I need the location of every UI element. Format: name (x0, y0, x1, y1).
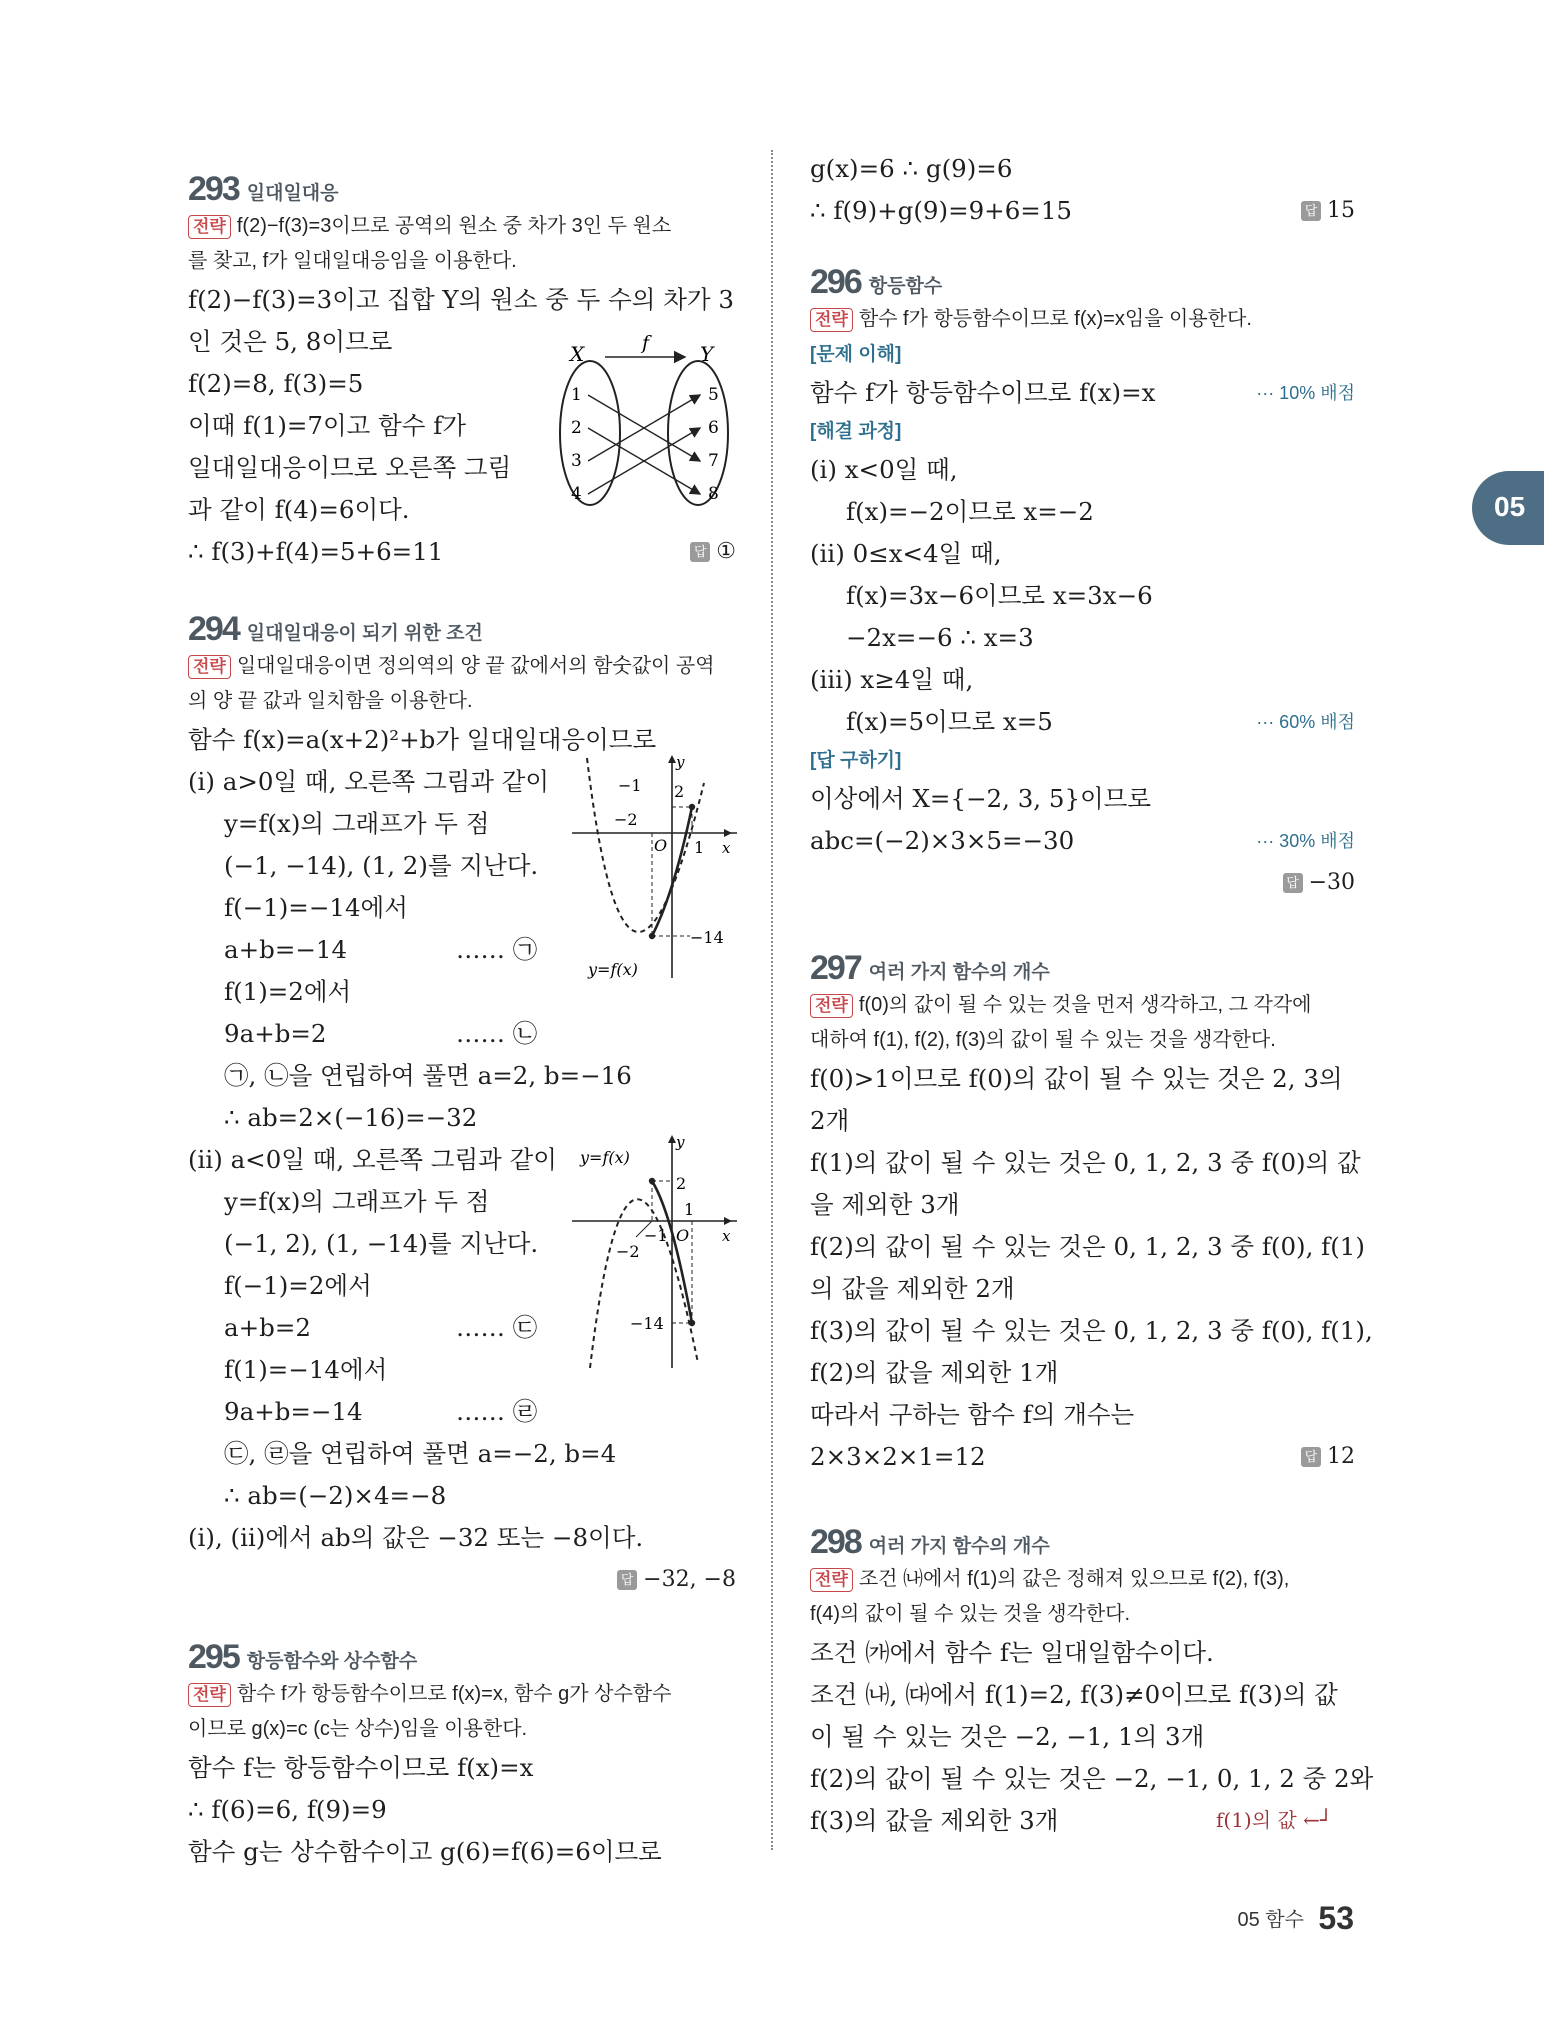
problem-title: 항등함수와 상수함수 (246, 1651, 418, 1672)
point (689, 804, 695, 810)
solution-line: 과 같이 f(4)=6이다. (188, 495, 410, 524)
answer: 답 ① (690, 531, 736, 573)
strategy-line: 대하여 f(1), f(2), f(3)의 값이 될 수 있는 것을 생각한다. (810, 1029, 1276, 1051)
solution-line: 함수 f는 항등함수이므로 f(x)=x (188, 1753, 534, 1782)
left-column (188, 145, 736, 1873)
step-label: [해결 과정] (810, 421, 902, 442)
problem-title: 일대일대응 (246, 183, 339, 204)
solution-line: 조건 ㈏, ㈐에서 f(1)=2, f(3)≠0이므로 f(3)의 값 (810, 1680, 1338, 1709)
mapping-diagram-293 (550, 331, 740, 511)
solution-line: 따라서 구하는 함수 f의 개수는 (810, 1400, 1135, 1429)
answer-box-icon: 답 (690, 542, 710, 562)
tick-label: −2 (614, 810, 638, 829)
solution-line: 함수 f가 항등함수이므로 f(x)=x ··· 10% 배점 (810, 372, 1355, 414)
answer-box-icon: 답 (1301, 201, 1321, 221)
page-footer (1238, 1900, 1355, 1937)
solution-line: f(1)의 값이 될 수 있는 것은 0, 1, 2, 3 중 f(0)의 값 (810, 1148, 1361, 1177)
step-label: [문제 이해] (810, 344, 902, 365)
solution-line: (ⅰ) a>0일 때, 오른쪽 그림과 같이 (188, 767, 550, 796)
solution-line: f(2)−f(3)=3이고 집합 Y의 원소 중 두 수의 차가 3 (188, 285, 734, 314)
tick-label: −1 (644, 1226, 668, 1245)
y-element: 8 (708, 484, 719, 504)
column-divider (771, 150, 773, 1850)
solution-line: f(2)의 값을 제외한 1개 (810, 1358, 1059, 1387)
solution-line: 의 값을 제외한 2개 (810, 1274, 1015, 1303)
solution-line: 9a+b=2 …… ㉡ (188, 1013, 736, 1055)
strategy-tag: 전략 (188, 1683, 231, 1707)
solution-line: f(−1)=2에서 (224, 1271, 372, 1300)
problem-295-header (188, 1619, 736, 1677)
problem-294-header (188, 591, 736, 649)
equation-mark: …… ㉣ (456, 1397, 538, 1426)
parabola-dashed (590, 1199, 698, 1368)
solution-line: y=f(x)의 그래프가 두 점 (224, 1187, 490, 1216)
graph-294-case1 (572, 753, 742, 983)
solution-line: g(x)=6 ∴ g(9)=6 (810, 154, 1013, 183)
strategy-line: 전략 함수 f가 항등함수이므로 f(x)=x, 함수 g가 상수함수 (188, 1677, 736, 1712)
point (689, 1320, 695, 1326)
solution-line: f(x)=−2이므로 x=−2 (846, 497, 1094, 526)
solution-line: −2x=−6 ∴ x=3 (846, 623, 1034, 652)
solution-line: f(−1)=−14에서 (224, 893, 408, 922)
solution-line: a+b=−14 …… ㉠ (188, 929, 736, 971)
solution-line: 조건 ㈎에서 함수 f는 일대일함수이다. (810, 1638, 1214, 1667)
solution-line: 이 될 수 있는 것은 −2, −1, 1의 3개 (810, 1722, 1205, 1751)
y-axis-label: y (676, 753, 685, 771)
solution-line: (ⅲ) x≥4일 때, (810, 665, 974, 694)
y-element: 7 (708, 451, 719, 471)
y-axis-arrow-icon (668, 755, 676, 763)
solution-line: f(3)의 값이 될 수 있는 것은 0, 1, 2, 3 중 f(0), f(1), (810, 1316, 1373, 1345)
chapter-name: 05 함수 (1237, 1909, 1304, 1931)
curve-label: y=f(x) (588, 960, 638, 979)
x-axis-arrow-icon (724, 829, 732, 837)
solution-line: 함수 f(x)=a(x+2)²+b가 일대일대응이므로 (188, 725, 657, 754)
score-note: ··· 10% 배점 (1256, 383, 1355, 403)
tick-label: 1 (684, 1200, 695, 1219)
page-number: 53 (1318, 1900, 1354, 1936)
solution-line: a+b=2 …… ㉢ (188, 1307, 736, 1349)
solution-line: y=f(x)의 그래프가 두 점 (224, 809, 490, 838)
problem-title: 여러 가지 함수의 개수 (868, 962, 1050, 983)
problem-title: 여러 가지 함수의 개수 (868, 1536, 1050, 1557)
solution-line: (−1, −14), (1, 2)를 지난다. (224, 851, 539, 880)
point (649, 933, 655, 939)
solution-line: f(2)=8, f(3)=5 (188, 369, 364, 398)
solution-line: f(1)=−14에서 (224, 1355, 388, 1384)
x-element: 1 (571, 385, 582, 405)
strategy-line: 전략 조건 ㈏에서 f(1)의 값은 정해져 있으므로 f(2), f(3), (810, 1562, 1355, 1597)
solution-line: f(2)의 값이 될 수 있는 것은 −2, −1, 0, 1, 2 중 2와 (810, 1764, 1374, 1793)
solution-line: (ⅰ) x<0일 때, (810, 455, 958, 484)
solution-line: ㉢, ㉣을 연립하여 풀면 a=−2, b=4 (224, 1439, 617, 1468)
strategy-tag: 전략 (810, 1568, 853, 1592)
solution-line: (ⅱ) 0≤x<4일 때, (810, 539, 1002, 568)
answer: 답 −32, −8 (617, 1559, 736, 1601)
answer-line (188, 1559, 736, 1601)
strategy-line: 전략 일대일대응이면 정의역의 양 끝 값에서의 함숫값이 공역 (188, 649, 736, 684)
problem-298-header (810, 1504, 1355, 1562)
equation-mark: …… ㉢ (456, 1313, 538, 1342)
solution-line: (−1, 2), (1, −14)를 지난다. (224, 1229, 539, 1258)
answer-box-icon: 답 (617, 1570, 637, 1590)
strategy-line: 를 찾고, f가 일대일대응임을 이용한다. (188, 250, 517, 272)
solution-line: 함수 g는 상수함수이고 g(6)=f(6)=6이므로 (188, 1837, 662, 1866)
solution-line: 이때 f(1)=7이고 함수 f가 (188, 411, 466, 440)
y-element: 5 (708, 385, 719, 405)
curve-label: y=f(x) (580, 1148, 630, 1167)
x-element: 4 (571, 484, 582, 504)
solution-line: 일대일대응이므로 오른쪽 그림 (188, 453, 512, 482)
x-axis-label: x (722, 1227, 731, 1245)
solution-line: 2×3×2×1=12 답 12 (810, 1436, 1355, 1478)
origin-label: O (676, 1226, 690, 1245)
solution-line: 이상에서 X={−2, 3, 5}이므로 (810, 784, 1152, 813)
problem-title: 항등함수 (868, 276, 943, 297)
strategy-tag: 전략 (188, 215, 231, 239)
solution-line: (ⅰ), (ⅱ)에서 ab의 값은 −32 또는 −8이다. (188, 1523, 644, 1552)
problem-296-header (810, 244, 1355, 302)
answer: 답 15 (1301, 190, 1355, 232)
problem-number: 298 (810, 1523, 861, 1561)
solution-line: abc=(−2)×3×5=−30 ··· 30% 배점 (810, 820, 1355, 862)
chapter-tab[interactable]: 05 (1472, 471, 1544, 545)
answer: 답 12 (1301, 1436, 1355, 1478)
x-axis-label: x (722, 839, 731, 857)
tick-label: 1 (694, 838, 705, 857)
strategy-line: 전략 함수 f가 항등함수이므로 f(x)=x임을 이용한다. (810, 302, 1355, 337)
solution-line: f(3)의 값을 제외한 3개 (810, 1806, 1059, 1835)
x-element: 2 (571, 418, 582, 438)
origin-label: O (654, 836, 668, 855)
map-label: f (642, 332, 650, 354)
strategy-line: 전략 f(0)의 값이 될 수 있는 것을 먼저 생각하고, 그 각각에 (810, 988, 1355, 1023)
return-arrow-icon: ←┘ (1303, 1808, 1332, 1832)
set-x-oval (560, 361, 620, 505)
tick-label: 2 (676, 1174, 687, 1193)
x-axis-arrow-icon (724, 1217, 732, 1225)
answer-box-icon: 답 (1283, 873, 1303, 893)
equation-mark: …… ㉡ (456, 1019, 538, 1048)
set-x-label: X (570, 342, 585, 366)
x-element: 3 (571, 451, 582, 471)
solution-line: 9a+b=−14 …… ㉣ (188, 1391, 736, 1433)
answer: 답 −30 (1283, 862, 1355, 904)
problem-293-header (188, 151, 736, 209)
set-y-label: Y (700, 342, 714, 366)
solution-line: (ⅱ) a<0일 때, 오른쪽 그림과 같이 (188, 1145, 557, 1174)
parabola-dashed (587, 758, 704, 932)
solution-line: 2개 (810, 1106, 850, 1135)
tick-label: −2 (616, 1242, 640, 1261)
equation-mark: …… ㉠ (456, 935, 538, 964)
solution-line: f(0)>1이므로 f(0)의 값이 될 수 있는 것은 2, 3의 (810, 1064, 1343, 1093)
set-y-oval (668, 361, 728, 505)
score-note: ··· 30% 배점 (1256, 831, 1355, 851)
problem-number: 295 (188, 1638, 239, 1676)
annotation-note: f(1)의 값 ←┘ (1216, 1808, 1332, 1832)
solution-line: 을 제외한 3개 (810, 1190, 960, 1219)
right-column (810, 148, 1374, 1842)
y-axis-label: y (676, 1133, 685, 1151)
solution-line: ∴ f(3)+f(4)=5+6=11 답 ① (188, 531, 736, 573)
problem-number: 293 (188, 170, 239, 208)
solution-line: ∴ f(9)+g(9)=9+6=15 답 15 (810, 190, 1355, 232)
solution-line: f(x)=3x−6이므로 x=3x−6 (846, 581, 1153, 610)
tick-label: 2 (674, 782, 685, 801)
solution-line: f(x)=5이므로 x=5 ··· 60% 배점 (810, 701, 1355, 743)
score-note: ··· 60% 배점 (1256, 712, 1355, 732)
graph-294-case2 (572, 1133, 742, 1373)
solution-line: ∴ ab=(−2)×4=−8 (224, 1481, 447, 1510)
problem-number: 294 (188, 610, 239, 648)
problem-number: 296 (810, 263, 861, 301)
solution-line: f(1)=2에서 (224, 977, 352, 1006)
solution-line: 인 것은 5, 8이므로 (188, 327, 393, 356)
solution-line: f(2)의 값이 될 수 있는 것은 0, 1, 2, 3 중 f(0), f(1) (810, 1232, 1365, 1261)
step-label: [답 구하기] (810, 750, 902, 771)
strategy-tag: 전략 (810, 308, 853, 332)
solution-line: ∴ ab=2×(−16)=−32 (224, 1103, 478, 1132)
strategy-tag: 전략 (810, 994, 853, 1018)
strategy-line: 이므로 g(x)=c (c는 상수)임을 이용한다. (188, 1718, 528, 1740)
problem-title: 일대일대응이 되기 위한 조건 (246, 623, 483, 644)
solution-line: ∴ f(6)=6, f(9)=9 (188, 1795, 387, 1824)
strategy-line: 전략 f(2)−f(3)=3이므로 공역의 원소 중 차가 3인 두 원소 (188, 209, 736, 244)
tick-label: −14 (630, 1314, 664, 1333)
solution-line: ㉠, ㉡을 연립하여 풀면 a=2, b=−16 (224, 1061, 632, 1090)
y-axis-arrow-icon (668, 1135, 676, 1143)
strategy-line: 의 양 끝 값과 일치함을 이용한다. (188, 690, 473, 712)
problem-297-header (810, 930, 1355, 988)
answer-box-icon: 답 (1301, 1447, 1321, 1467)
problem-number: 297 (810, 949, 861, 987)
answer-line (810, 862, 1355, 904)
tick-label: −14 (690, 928, 724, 947)
point (649, 1178, 655, 1184)
strategy-tag: 전략 (188, 655, 231, 679)
strategy-line: f(4)의 값이 될 수 있는 것을 생각한다. (810, 1603, 1131, 1625)
tick-label: −1 (618, 776, 642, 795)
y-element: 6 (708, 418, 719, 438)
